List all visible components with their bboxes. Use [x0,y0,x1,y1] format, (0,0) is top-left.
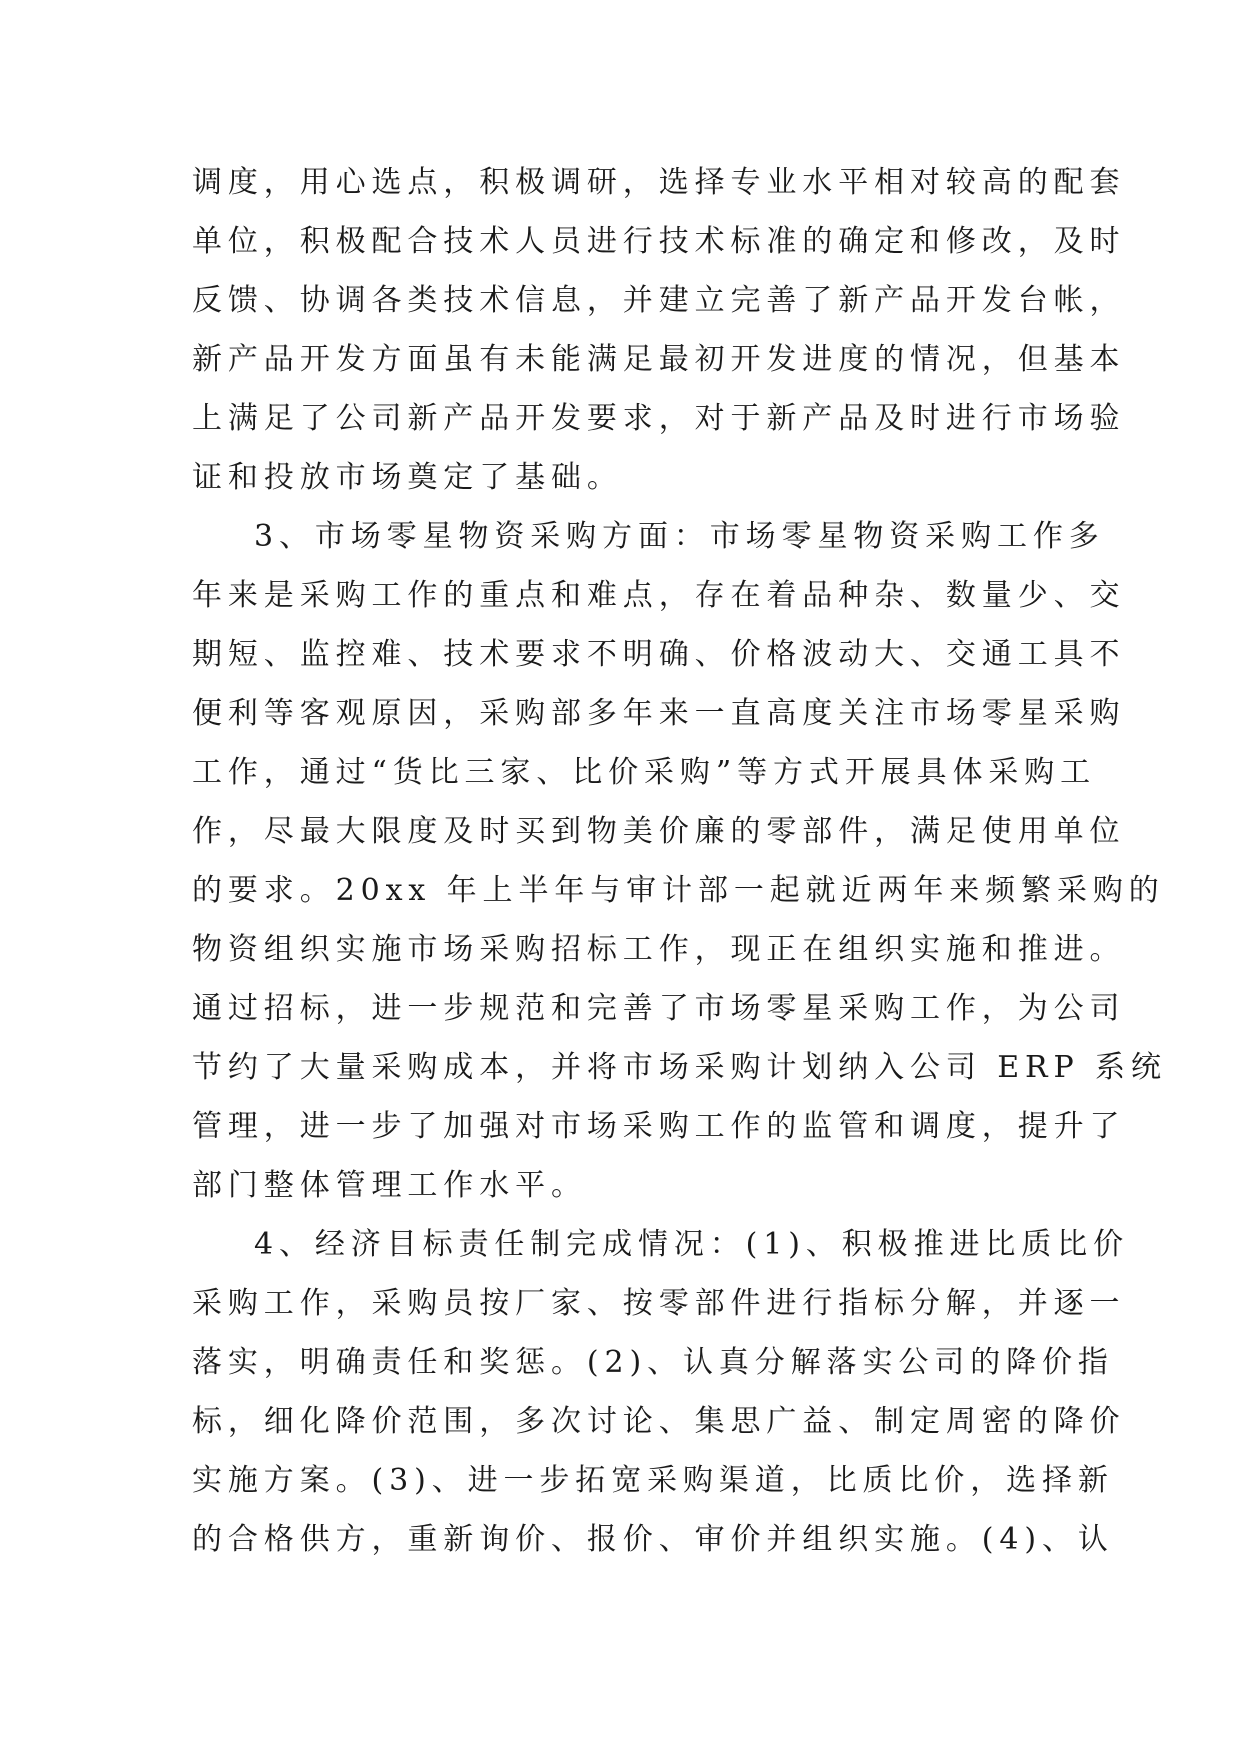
text-line: 标，细化降价范围，多次讨论、集思广益、制定周密的降价 [192,1404,1126,1439]
text-line: 4、经济目标责任制完成情况：(1)、积极推进比质比价 [254,1227,1129,1262]
text-line: 实施方案。(3)、进一步拓宽采购渠道，比质比价，选择新 [192,1463,1114,1498]
text-line: 单位，积极配合技术人员进行技术标准的确定和修改，及时 [192,224,1126,259]
text-line: 管理，进一步了加强对市场采购工作的监管和调度，提升了 [192,1109,1126,1144]
text-line: 节约了大量采购成本，并将市场采购计划纳入公司 ERP 系统 [192,1050,1167,1085]
document-body [192,153,1167,1569]
text-line: 便利等客观原因，采购部多年来一直高度关注市场零星采购 [192,696,1126,731]
text-line: 的合格供方，重新询价、报价、审价并组织实施。(4)、认 [192,1522,1114,1557]
text-line: 采购工作，采购员按厂家、按零部件进行指标分解，并逐一 [192,1286,1126,1321]
text-line: 通过招标，进一步规范和完善了市场零星采购工作，为公司 [192,991,1126,1026]
text-line: 上满足了公司新产品开发要求，对于新产品及时进行市场验 [192,401,1126,436]
text-line: 证和投放市场奠定了基础。 [192,460,623,495]
text-line: 的要求。20xx 年上半年与审计部一起就近两年来频繁采购的 [192,873,1165,908]
text-line: 期短、监控难、技术要求不明确、价格波动大、交通工具不 [192,637,1126,672]
text-line: 作，尽最大限度及时买到物美价廉的零部件，满足使用单位 [192,814,1126,849]
text-line: 新产品开发方面虽有未能满足最初开发进度的情况，但基本 [192,342,1126,377]
paragraph-1 [192,153,1126,507]
text-line: 落实，明确责任和奖惩。(2)、认真分解落实公司的降价指 [192,1345,1114,1380]
text-line: 3、市场零星物资采购方面：市场零星物资采购工作多 [254,519,1105,554]
text-line: 物资组织实施市场采购招标工作，现正在组织实施和推进。 [192,932,1126,967]
text-line: 年来是采购工作的重点和难点，存在着品种杂、数量少、交 [192,578,1126,613]
text-line: 部门整体管理工作水平。 [192,1168,587,1203]
text-line: 调度，用心选点，积极调研，选择专业水平相对较高的配套 [192,165,1126,200]
paragraph-2 [192,507,1167,1215]
text-line: 工作，通过“货比三家、比价采购”等方式开展具体采购工 [192,755,1097,790]
text-line: 反馈、协调各类技术信息，并建立完善了新产品开发台帐， [192,283,1126,318]
paragraph-3 [192,1215,1129,1569]
